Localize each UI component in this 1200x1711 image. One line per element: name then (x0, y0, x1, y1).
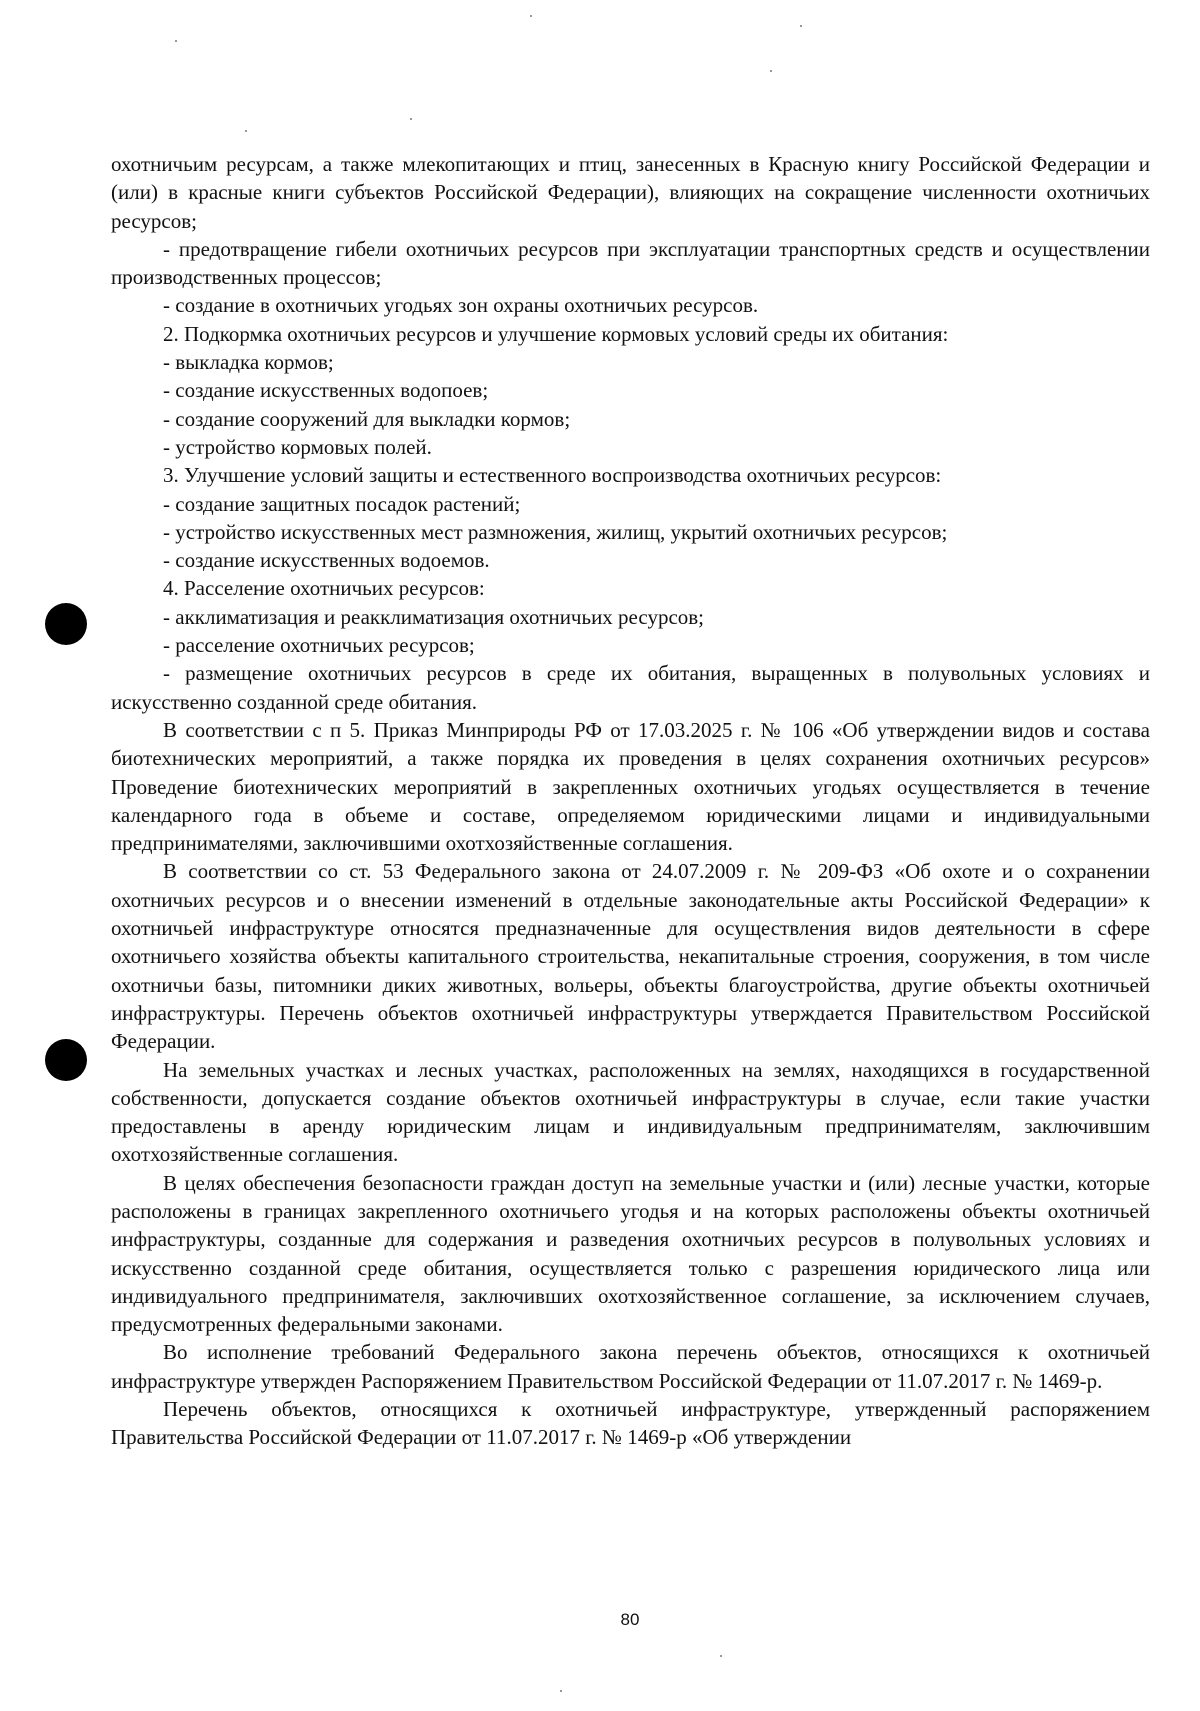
section-heading: 4. Расселение охотничьих ресурсов: (163, 576, 485, 601)
list-item: - создание сооружений для выкладки кормов; (163, 406, 571, 431)
section-heading: 2. Подкормка охотничьих ресурсов и улучшение кормовых условий среды их обитания: (163, 321, 949, 346)
list-item: - выкладка кормов; (163, 350, 334, 375)
scan-speck (175, 40, 177, 42)
scan-speck (245, 130, 247, 132)
list-item: - создание искусственных водоемов. (163, 548, 490, 573)
list-item: - расселение охотничьих ресурсов; (163, 633, 475, 658)
list-item: - акклиматизация и реакклиматизация охотничьих ресурсов; (163, 604, 705, 629)
list-item: - устройство искусственных мест размножения, жилищ, укрытий охотничьих ресурсов; (163, 519, 948, 544)
scan-speck (530, 15, 532, 17)
body-paragraph: На земельных участках и лесных участках, расположенных на землях, находящихся в государственной собственности, допускается создание объектов охотничьей инфраструктуры в случае, если такие участки предоставлены в аренду юридическим лицам и индивидуальным предпринимателям, заключившим охотхозяйственные соглашения. (111, 1057, 1150, 1167)
page-number: 80 (620, 1610, 640, 1629)
punch-hole-top (45, 603, 87, 645)
list-item: - создание искусственных водопоев; (163, 378, 489, 403)
list-item: - предотвращение гибели охотничьих ресурсов при эксплуатации транспортных средств и осуществлении производственных процессов; (111, 236, 1150, 290)
body-paragraph: В целях обеспечения безопасности граждан доступ на земельные участки и (или) лесные участки, которые расположены в границах закрепленного охотничьего угодья и на которых расположены объекты охотничьей инфраструктуры, созданные для содержания и разведения охотничьих ресурсов в полувольных условиях и искусственно созданной среде обитания, осуществляется только с разрешения юридического лица или индивидуального предпринимателя, заключивших охотхозяйственное соглашение, за исключением случаев, предусмотренных федеральными законами. (111, 1170, 1150, 1337)
scan-speck (720, 1655, 722, 1657)
section-heading: 3. Улучшение условий защиты и естественного воспроизводства охотничьих ресурсов: (163, 463, 942, 488)
body-paragraph: В соответствии со ст. 53 Федерального закона от 24.07.2009 г. № 209-ФЗ «Об охоте и о сохранении охотничьих ресурсов и о внесении изменений в отдельные законодательные акты Российской Федерации» к охотничьей инфраструктуре относятся предназначенные для осуществления видов деятельности в сфере охотничьего хозяйства объекты капитального строительства, некапитальные строения, сооружения, в том числе охотничьи базы, питомники диких животных, вольеры, объекты благоустройства, другие объекты охотничьей инфраструктуры. Перечень объектов охотничьей инфраструктуры утверждается Правительством Российской Федерации. (111, 859, 1150, 1054)
list-item: - устройство кормовых полей. (163, 434, 432, 459)
punch-hole-bottom (45, 1039, 87, 1081)
continuation-paragraph: охотничьим ресурсам, а также млекопитающих и птиц, занесенных в Красную книгу Российской Федерации и (или) в красные книги субъектов Российской Федерации), влияющих на сокращение численности охотничьих ресурсов; (111, 152, 1150, 233)
body-paragraph: Перечень объектов, относящихся к охотничьей инфраструктуре, утвержденный распоряжением Правительства Российской Федерации от 11.07.2017 г. № 1469-р «Об утверждении (111, 1397, 1150, 1450)
scan-speck (770, 70, 772, 72)
body-paragraph: В соответствии с п 5. Приказ Минприроды РФ от 17.03.2025 г. № 106 «Об утверждении видов и состава биотехнических мероприятий, а также порядка их проведения в целях сохранения охотничьих ресурсов» Проведение биотехнических мероприятий в закрепленных охотничьих угодьях осуществляется в течение календарного года в объеме и составе, определяемом юридическими лицами и индивидуальными предпринимателями, заключившими охотхозяйственные соглашения. (111, 717, 1150, 856)
list-item: - создание в охотничьих угодьях зон охраны охотничьих ресурсов. (163, 293, 759, 318)
scan-speck (800, 25, 802, 27)
list-item: - создание защитных посадок растений; (163, 491, 521, 516)
list-item: - размещение охотничьих ресурсов в среде их обитания, выращенных в полувольных условиях и искусственно созданной среде обитания. (111, 661, 1150, 714)
scan-speck (560, 1690, 562, 1692)
scan-speck (410, 118, 412, 120)
document-body (111, 150, 1150, 1452)
body-paragraph: Во исполнение требований Федерального закона перечень объектов, относящихся к охотничьей инфраструктуре утвержден Распоряжением Правительством Российской Федерации от 11.07.2017 г. № 1469-р. (111, 1340, 1150, 1393)
